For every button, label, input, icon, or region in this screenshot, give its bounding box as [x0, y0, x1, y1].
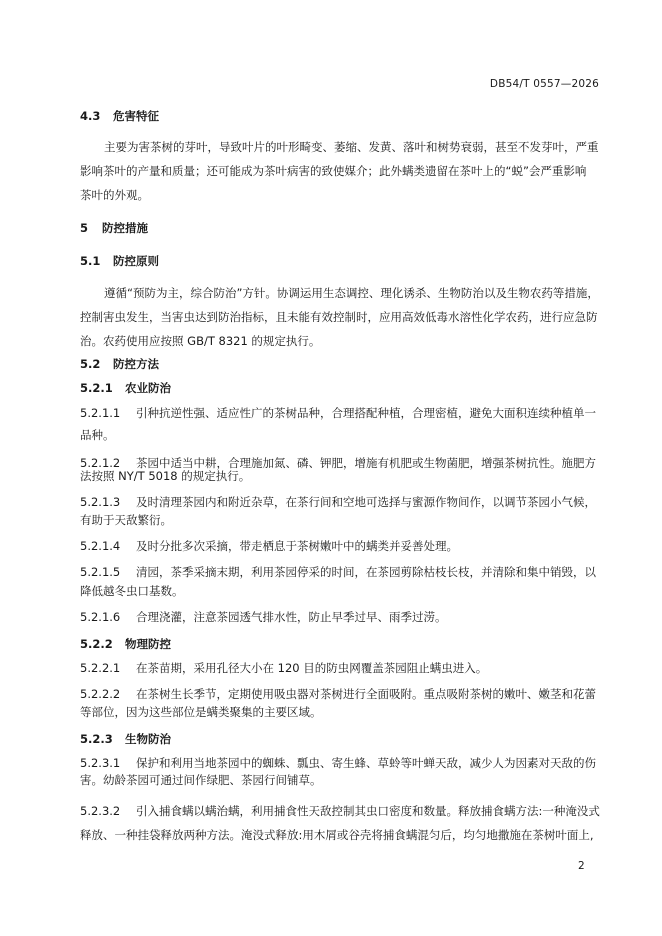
page-number: 2 — [578, 860, 585, 872]
body-line: 降低越冬虫口基数。 — [80, 584, 184, 598]
body-line: 有助于天敌繁衍。 — [80, 513, 172, 527]
section-title: 物理防控 — [125, 637, 171, 651]
clause-5-2-1-5 — [80, 564, 596, 580]
clause-number: 5.2.3.1 — [80, 756, 121, 770]
body-line: 在茶苗期，采用孔径大小在 120 目的防虫网覆盖茶园阻止螨虫进入。 — [136, 661, 488, 675]
section-title: 农业防治 — [125, 381, 171, 395]
body-line: 遵循“预防为主，综合防治”方针。协调运用生态调控、理化诱杀、生物防治以及生物农药等措施， — [104, 286, 599, 300]
clause-5-2-3-2 — [80, 803, 600, 819]
document-code: DB54/T 0557—2026 — [489, 78, 599, 90]
section-number: 5.2.2 — [80, 637, 113, 651]
section-title: 防控措施 — [102, 221, 148, 235]
clause-5-2-1-6 — [80, 609, 447, 625]
body-line: 控制害虫发生，当害虫达到防治指标，且未能有效控制时，应用高效低毒水溶性化学农药，进行应急防 — [80, 310, 598, 324]
clause-number: 5.2.2.2 — [80, 687, 121, 701]
clause-number: 5.2.2.1 — [80, 661, 121, 675]
body-line: 引种抗逆性强、适应性广的茶树品种，合理搭配种植，合理密植，避免大面积连续种植单一 — [136, 406, 596, 420]
clause-5-2-2-1 — [80, 660, 487, 676]
body-line: 及时分批多次采摘，带走栖息于茶树嫩叶中的螨类并妥善处理。 — [136, 539, 458, 553]
section-number: 5 — [80, 221, 89, 235]
clause-5-2-1-3 — [80, 494, 596, 510]
body-line: 治。农药使用应按照 GB/T 8321 的规定执行。 — [80, 334, 321, 348]
body-line: 合理浇灌，注意茶园透气排水性，防止早季过早、雨季过涝。 — [136, 610, 447, 624]
section-number: 5.2 — [80, 357, 101, 371]
body-line: 引入捕食螨以螨治螨，利用捕食性天敌控制其虫口密度和数量。释放捕食螨方法:一种淹没式 — [136, 804, 600, 818]
section-title: 生物防治 — [125, 732, 171, 746]
section-number: 4.3 — [80, 109, 101, 123]
body-line: 品种。 — [80, 428, 115, 442]
clause-number: 5.2.3.2 — [80, 804, 121, 818]
section-title: 危害特征 — [113, 109, 159, 123]
section-title: 防控方法 — [113, 357, 159, 371]
clause-5-2-1-1 — [80, 405, 596, 421]
clause-number: 5.2.1.5 — [80, 565, 121, 579]
section-number: 5.2.1 — [80, 381, 113, 395]
heading-5-2-3 — [80, 731, 171, 747]
clause-5-2-2-2 — [80, 686, 596, 702]
body-line: 主要为害茶树的芽叶，导致叶片的叶形畸变、萎缩、发黄、落叶和树势衰弱，甚至不发芽叶，严重 — [104, 140, 599, 154]
body-line: 及时清理茶园内和附近杂草，在茶行间和空地可选择与蜜源作物间作，以调节茶园小气候， — [136, 495, 596, 509]
body-line: 保护和利用当地茶园中的蜘蛛、瓢虫、寄生蜂、草蛉等叶蝉天敌，减少人为因素对天敌的伤 — [136, 756, 596, 770]
body-line: 茶园中适当中耕，合理施加氮、磷、钾肥，增施有机肥或生物菌肥，增强茶树抗性。施肥方 — [136, 456, 596, 470]
section-number: 5.1 — [80, 254, 101, 268]
clause-5-2-1-4 — [80, 538, 458, 554]
clause-number: 5.2.1.4 — [80, 539, 121, 553]
heading-4-3 — [80, 108, 159, 124]
heading-5-2-2 — [80, 636, 171, 652]
body-line: 释放、一种挂袋释放两种方法。淹没式释放:用木屑或谷壳将捕食螨混匀后，均匀地撒施在茶树叶面上, — [80, 828, 594, 842]
body-line: 在茶树生长季节，定期使用吸虫器对茶树进行全面吸附。重点吸附茶树的嫩叶、嫩茎和花蕾 — [136, 687, 596, 701]
section-number: 5.2.3 — [80, 732, 113, 746]
clause-5-2-3-1 — [80, 755, 596, 771]
heading-5-1 — [80, 253, 159, 269]
heading-5-2 — [80, 356, 159, 372]
clause-number: 5.2.1.1 — [80, 406, 121, 420]
body-line: 害。幼龄茶园可通过间作绿肥、茶园行间铺草。 — [80, 773, 322, 787]
body-line: 等部位，因为这些部位是螨类聚集的主要区域。 — [80, 705, 322, 719]
body-line: 影响茶叶的产量和质量；还可能成为茶叶病害的致使媒介；此外螨类遗留在茶叶上的“蜕”会严重影响 — [80, 164, 587, 178]
body-line: 法按照 NY/T 5018 的规定执行。 — [80, 469, 251, 483]
clause-number: 5.2.1.2 — [80, 456, 121, 470]
clause-number: 5.2.1.3 — [80, 495, 121, 509]
body-line: 茶叶的外观。 — [80, 188, 149, 202]
section-title: 防控原则 — [113, 254, 159, 268]
clause-number: 5.2.1.6 — [80, 610, 121, 624]
body-line: 清园，茶季采摘末期，利用茶园停采的时间，在茶园剪除枯枝长枝，并清除和集中销毁，以 — [136, 565, 596, 579]
heading-5 — [80, 220, 148, 236]
heading-5-2-1 — [80, 380, 171, 396]
